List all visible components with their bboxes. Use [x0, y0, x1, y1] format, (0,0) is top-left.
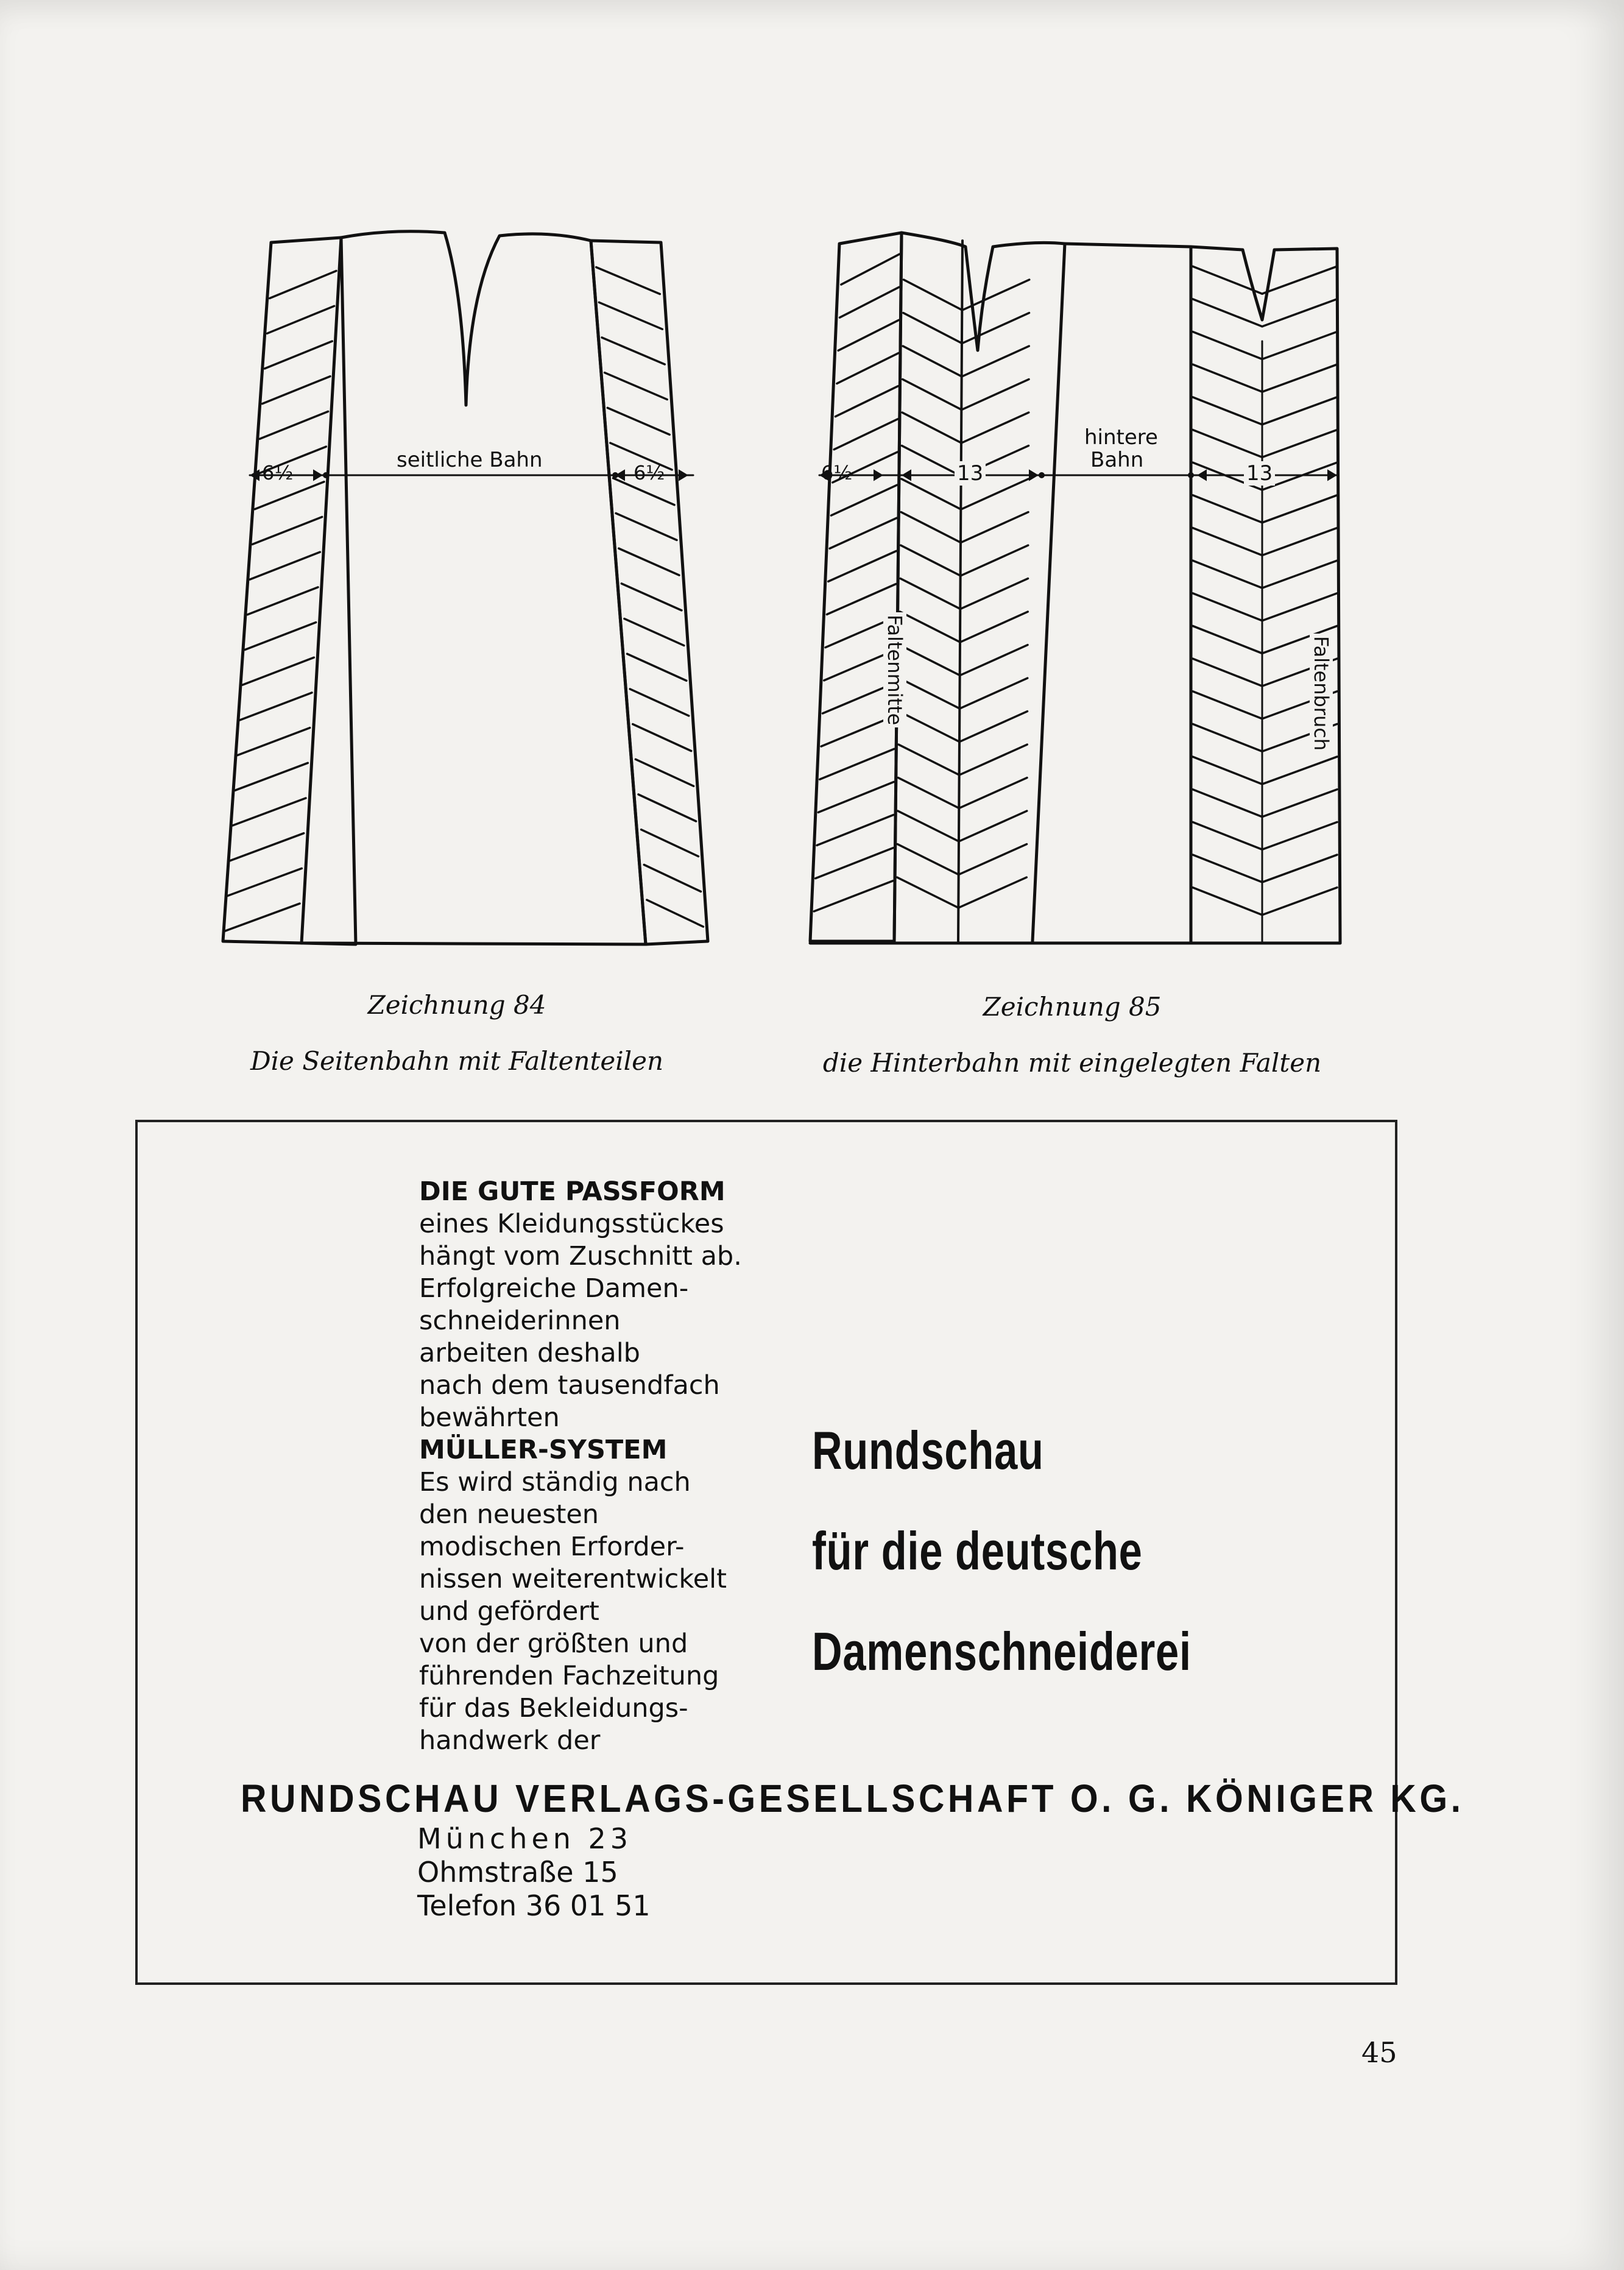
- caption-85-text: die Hinterbahn mit eingelegten Falten: [822, 1048, 1322, 1078]
- advertisement-box: [135, 1120, 1397, 1985]
- chevron-line-b: [898, 744, 959, 775]
- ad-line: arbeiten deshalb: [419, 1338, 640, 1368]
- dimension-right: 6½: [634, 461, 665, 484]
- chevron-line-b: [901, 512, 961, 543]
- chevron-line-d: [1193, 495, 1262, 523]
- chevron-line-b: [901, 545, 961, 576]
- address-phone: Telefon 36 01 51: [417, 1889, 651, 1922]
- chevron-line-b: [900, 579, 960, 609]
- chevron-line-d: [1193, 299, 1262, 327]
- chevron-line-c: [961, 579, 1028, 609]
- chevron-line-a: [830, 518, 897, 548]
- chevron-line-c: [959, 712, 1027, 742]
- page-number: 45: [1361, 2036, 1397, 2069]
- chevron-line-e: [1262, 822, 1337, 849]
- chevron-line-a: [817, 815, 894, 846]
- chevron-line-e: [1262, 593, 1337, 621]
- chevron-line-e: [1262, 790, 1337, 817]
- back-panel-outline: [1065, 244, 1191, 941]
- chevron-line-a: [831, 485, 897, 515]
- chevron-line-a: [814, 881, 892, 911]
- dimension-mid: 13: [955, 461, 986, 486]
- chevron-line-a: [837, 353, 898, 384]
- chevron-line-d: [1193, 659, 1262, 686]
- chevron-line-a: [835, 386, 898, 417]
- caption-85-title: Zeichnung 85: [983, 992, 1162, 1022]
- dimension-left: 6½: [821, 461, 853, 484]
- chevron-line-b: [900, 645, 960, 676]
- chevron-line-e: [1262, 364, 1337, 392]
- chevron-line-b: [902, 412, 961, 443]
- ad-line: von der größten und: [419, 1628, 688, 1659]
- ad-line: nach dem tausendfach: [419, 1370, 720, 1401]
- chevron-line-e: [1262, 528, 1337, 555]
- ad-line: eines Kleidungsstückes: [419, 1209, 724, 1239]
- chevron-line-d: [1193, 691, 1262, 719]
- caption-84-title: Zeichnung 84: [367, 990, 546, 1020]
- ad-line: und gefördert: [419, 1596, 599, 1627]
- chevron-line-e: [1262, 855, 1337, 882]
- side-panel-label: seitliche Bahn: [393, 448, 546, 472]
- chevron-line-c: [959, 811, 1027, 841]
- chevron-line-d: [1193, 724, 1262, 751]
- chevron-line-d: [1193, 790, 1262, 817]
- chevron-line-c: [962, 380, 1029, 410]
- chevron-line-e: [1262, 430, 1337, 457]
- chevron-line-b: [900, 612, 960, 642]
- chevron-line-e: [1262, 397, 1337, 425]
- chevron-line-b: [903, 313, 962, 344]
- chevron-line-a: [838, 320, 898, 350]
- chevron-line-c: [960, 612, 1028, 642]
- arrow-4: [1029, 469, 1039, 481]
- vertical-label-faltenbruch: Faltenbruch: [1310, 634, 1333, 753]
- chevron-line-b: [903, 346, 962, 377]
- magazine-title-line1: Rundschau: [812, 1420, 1044, 1480]
- measure-point: [1188, 472, 1194, 478]
- ad-line: für das Bekleidungs-: [419, 1693, 688, 1724]
- chevron-line-d: [1193, 757, 1262, 784]
- back-panel-left-seam: [1033, 244, 1065, 941]
- skirt-back-panel-pattern: [0, 0, 1462, 975]
- address-city: München 23: [417, 1822, 633, 1855]
- dimension-right: 13: [1244, 461, 1275, 486]
- chevron-line-d: [1193, 364, 1262, 392]
- chevron-line-e: [1262, 266, 1337, 294]
- faltenmitte-line: [894, 233, 902, 941]
- chevron-line-c: [961, 412, 1028, 443]
- measure-point: [1039, 472, 1045, 478]
- chevron-line-c: [958, 877, 1026, 908]
- arrow-2: [874, 469, 883, 481]
- chevron-line-b: [903, 280, 962, 310]
- drawing-85: [0, 0, 1462, 975]
- ad-line: führenden Fachzeitung: [419, 1661, 719, 1691]
- chevron-line-e: [1262, 560, 1337, 588]
- chevron-line-c: [962, 346, 1029, 377]
- right-strip-outline-with-dart: [1191, 247, 1340, 943]
- chevron-line-d: [1193, 888, 1262, 915]
- chevron-line-a: [828, 551, 897, 581]
- chevron-line-b: [897, 877, 959, 908]
- chevron-line-c: [962, 313, 1029, 344]
- chevron-line-d: [1193, 332, 1262, 359]
- chevron-line-a: [841, 254, 900, 285]
- ad-line: Erfolgreiche Damen-: [419, 1273, 689, 1304]
- chevron-line-c: [959, 778, 1027, 808]
- fold-line-mid: [958, 241, 962, 941]
- ad-line: nissen weiterentwickelt: [419, 1564, 727, 1594]
- chevron-line-b: [902, 479, 961, 509]
- caption-84-text: Die Seitenbahn mit Faltenteilen: [250, 1046, 664, 1076]
- address-street: Ohmstraße 15: [417, 1856, 618, 1889]
- ad-line: bewährten: [419, 1402, 560, 1433]
- magazine-title-line3: Damenschneiderei: [812, 1621, 1192, 1681]
- ad-line: hängt vom Zuschnitt ab.: [419, 1241, 742, 1271]
- ad-line: handwerk der: [419, 1725, 601, 1756]
- ad-line: den neuesten: [419, 1499, 599, 1530]
- chevron-line-c: [959, 678, 1027, 709]
- chevron-line-b: [897, 844, 958, 875]
- publisher-name: RUNDSCHAU VERLAGS-GESELLSCHAFT O. G. KÖNIGER KG.: [241, 1777, 1464, 1820]
- chevron-line-b: [898, 811, 959, 841]
- chevron-line-c: [959, 744, 1027, 775]
- chevron-line-a: [816, 848, 893, 879]
- chevron-line-d: [1193, 822, 1262, 849]
- chevron-line-e: [1262, 332, 1337, 359]
- back-panel-label-line2: Bahn: [1090, 448, 1144, 472]
- chevron-line-c: [961, 545, 1028, 576]
- ad-line: MÜLLER-SYSTEM: [419, 1435, 668, 1465]
- chevron-line-d: [1193, 626, 1262, 653]
- chevron-line-a: [827, 584, 895, 615]
- chevron-line-d: [1193, 528, 1262, 555]
- dimension-left: 6½: [262, 461, 294, 484]
- chevron-line-c: [960, 645, 1028, 676]
- chevron-line-c: [959, 844, 1027, 875]
- arrow-6: [1327, 469, 1337, 481]
- advertisement-body: [419, 1176, 742, 1757]
- chevron-line-a: [834, 419, 898, 450]
- magazine-title-line2: für die deutsche: [812, 1521, 1143, 1581]
- chevron-line-d: [1193, 430, 1262, 457]
- chevron-line-b: [899, 678, 959, 709]
- ad-line: modischen Erforder-: [419, 1532, 685, 1562]
- chevron-line-e: [1262, 888, 1337, 915]
- chevron-line-e: [1262, 299, 1337, 327]
- ad-line: schneiderinnen: [419, 1306, 621, 1336]
- chevron-line-d: [1193, 855, 1262, 882]
- chevron-line-b: [898, 778, 959, 808]
- chevron-line-c: [961, 512, 1028, 543]
- chevron-line-e: [1262, 495, 1337, 523]
- chevron-line-a: [818, 782, 894, 812]
- chevron-line-d: [1193, 593, 1262, 621]
- chevron-line-b: [899, 712, 959, 742]
- back-panel-label-line1: hintere: [1084, 425, 1158, 450]
- chevron-line-a: [820, 749, 894, 779]
- ad-line: Es wird ständig nach: [419, 1467, 691, 1497]
- vertical-label-faltenmitte: Faltenmitte: [883, 612, 906, 727]
- chevron-line-d: [1193, 560, 1262, 588]
- chevron-line-d: [1193, 397, 1262, 425]
- arrow-5: [1197, 469, 1207, 481]
- chevron-line-e: [1262, 757, 1337, 784]
- chevron-line-a: [839, 287, 899, 317]
- ad-line: DIE GUTE PASSFORM: [419, 1176, 726, 1207]
- chevron-line-b: [903, 380, 962, 410]
